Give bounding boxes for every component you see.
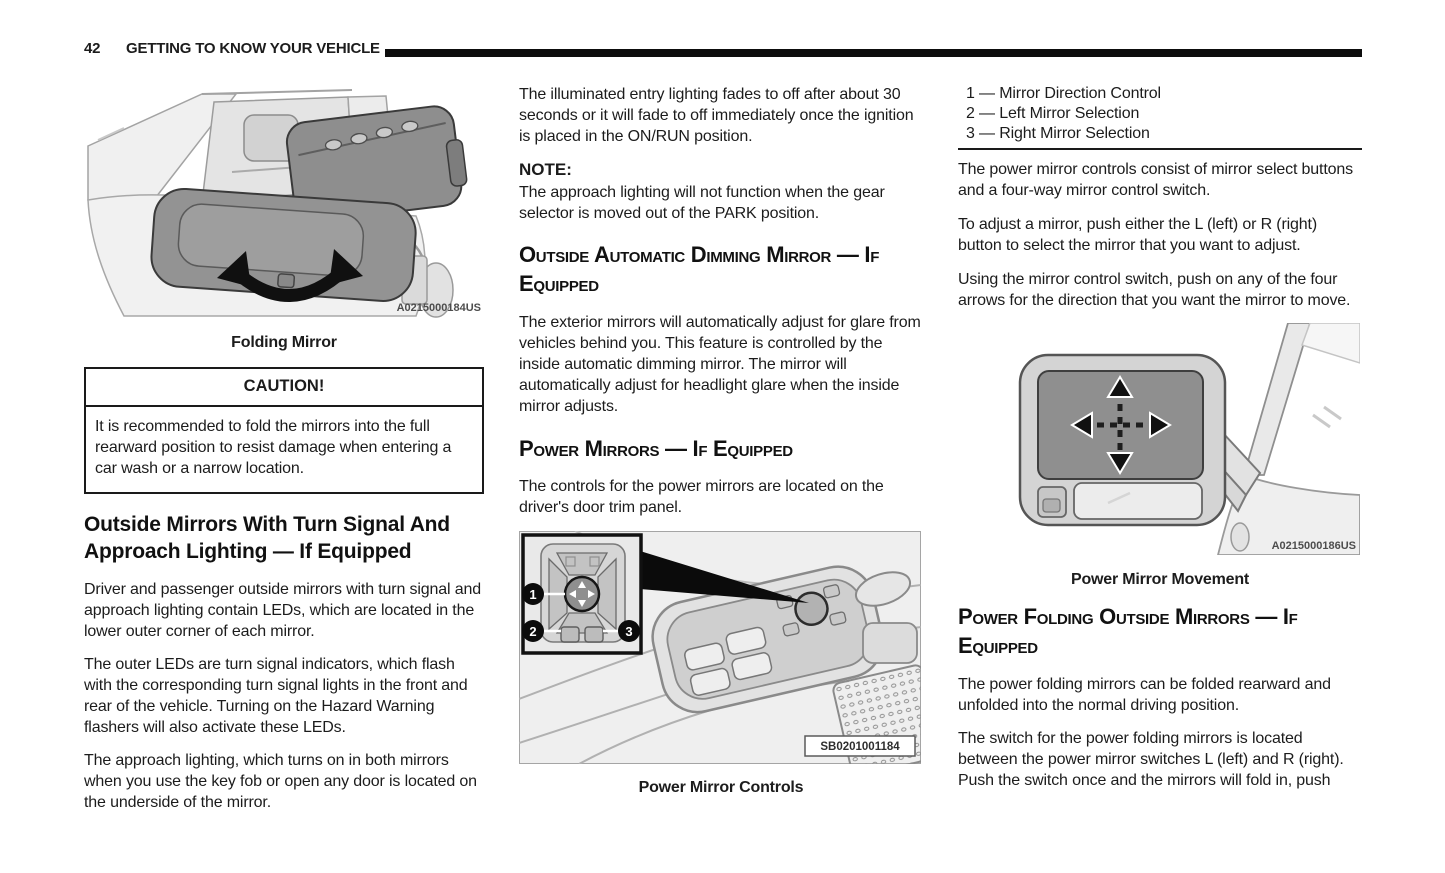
column-left bbox=[84, 88, 484, 813]
caution-text: It is recommended to fold the mirrors into the full rearward position to resist damage when entering a car wash or a narrow location. bbox=[95, 418, 452, 477]
figure-code: SB0201001184 bbox=[820, 741, 900, 753]
figure-caption: Power Mirror Controls bbox=[638, 779, 804, 796]
header-rule bbox=[385, 49, 1362, 57]
paragraph: The power mirror controls consist of mirror select buttons and a four-way mirror control switch. bbox=[958, 161, 1353, 199]
page-number: 42 bbox=[84, 40, 101, 57]
mirror-arm bbox=[149, 187, 417, 303]
column-middle bbox=[519, 84, 923, 797]
figure-caption: Folding Mirror bbox=[231, 334, 337, 351]
legend-item: 2 — Left Mirror Selection bbox=[966, 105, 1140, 122]
paragraph: The illuminated entry lighting fades to off after about 30 seconds or it will fade to off immediately once the ignition is placed in the ON/RUN position. bbox=[519, 86, 914, 145]
figure-code: A0215000184US bbox=[396, 302, 481, 314]
left-mirror-button bbox=[561, 627, 579, 642]
callout-2-label: 2 bbox=[529, 624, 537, 639]
callout-3-label: 3 bbox=[625, 624, 633, 639]
spotter-mirror bbox=[1074, 483, 1202, 519]
note-label: NOTE: bbox=[519, 160, 572, 179]
figure-caption: Power Mirror Movement bbox=[1070, 571, 1250, 588]
paragraph: The switch for the power folding mirrors is located between the power mirror switches L (left) and R (right). Push the switch once and the mirrors will fold in, push bbox=[958, 730, 1344, 789]
section-heading: Power Folding Outside Mirrors — If Equipped bbox=[958, 604, 1298, 658]
folding-mirror-figure bbox=[84, 88, 484, 318]
paragraph: The controls for the power mirrors are located on the driver's door trim panel. bbox=[519, 478, 884, 516]
legend-item: 3 — Right Mirror Selection bbox=[966, 125, 1150, 142]
legend-item: 1 — Mirror Direction Control bbox=[966, 85, 1161, 102]
paragraph: Using the mirror control switch, push on any of the four arrows for the direction that you want the mirror to move. bbox=[958, 271, 1351, 309]
figure-code: A0215000186US bbox=[1271, 540, 1356, 552]
caution-box bbox=[84, 367, 484, 494]
callout-1-label: 1 bbox=[529, 587, 537, 602]
right-mirror-button bbox=[585, 627, 603, 642]
section-heading: Outside Mirrors With Turn Signal And Approach Lighting — If Equipped bbox=[84, 513, 450, 563]
column-right bbox=[958, 84, 1362, 791]
caution-title: CAUTION! bbox=[86, 369, 482, 407]
section-heading: Power Mirrors — If Equipped bbox=[519, 436, 793, 461]
power-mirror-movement-figure bbox=[958, 323, 1360, 555]
power-mirror-controls-figure bbox=[519, 531, 921, 764]
mirror-control-inset bbox=[522, 535, 641, 653]
note-text: The approach lighting will not function when the gear selector is moved out of the PARK position. bbox=[519, 184, 885, 222]
chapter-title: GETTING TO KNOW YOUR VEHICLE bbox=[126, 40, 380, 57]
legend-rule bbox=[958, 148, 1362, 150]
paragraph: Driver and passenger outside mirrors with turn signal and approach lighting contain LEDs, which are located in the lower outer corner of each mirror. bbox=[84, 581, 481, 640]
paragraph: The exterior mirrors will automatically adjust for glare from vehicles behind you. This feature is controlled by the inside automatic dimming mirror. The mirror will automatically adjust for headlight glare when the inside mirror adjusts. bbox=[519, 314, 921, 415]
paragraph: The power folding mirrors can be folded rearward and unfolded into the normal driving position. bbox=[958, 676, 1331, 714]
paragraph: To adjust a mirror, push either the L (left) or R (right) button to select the mirror that you want to adjust. bbox=[958, 216, 1317, 254]
paragraph: The outer LEDs are turn signal indicators, which flash with the corresponding turn signal lights in the front and rear of the vehicle. Turning on the Hazard Warning flashers will also activate these LEDs. bbox=[84, 656, 468, 736]
figure-legend bbox=[958, 84, 1362, 150]
section-heading: Outside Automatic Dimming Mirror — If Equipped bbox=[519, 242, 880, 296]
paragraph: The approach lighting, which turns on in both mirrors when you use the key fob or open any door is located on the underside of the mirror. bbox=[84, 752, 477, 811]
